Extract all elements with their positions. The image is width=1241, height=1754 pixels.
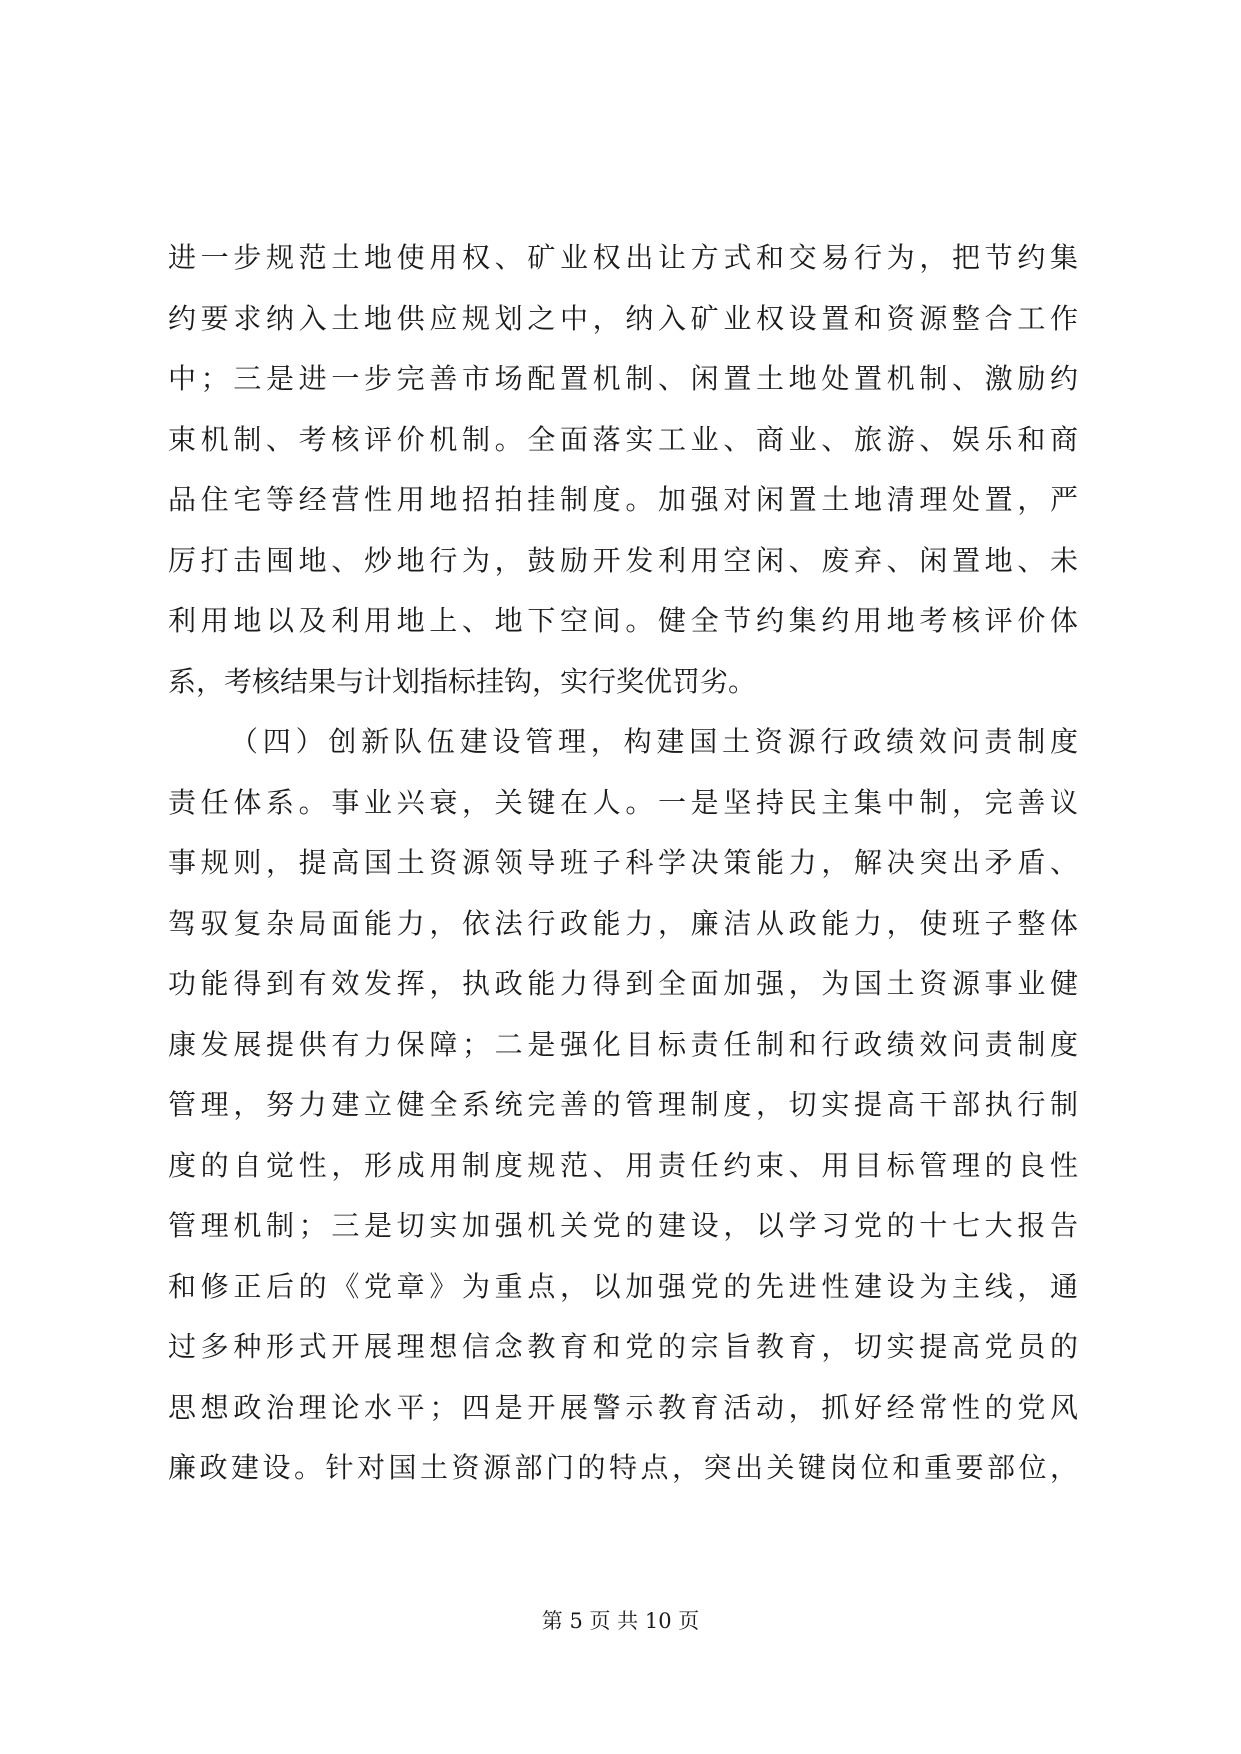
text-line: 廉政建设。针对国土资源部门的特点，突出关键岗位和重要部位， [168,1451,1078,1484]
text-line: 驾驭复杂局面能力，依法行政能力，廉洁从政能力，使班子整体 [168,906,1078,940]
text-line: 进一步规范土地使用权、矿业权出让方式和交易行为，把节约集 [168,241,1078,274]
text-line: 束机制、考核评价机制。全面落实工业、商业、旅游、娱乐和商 [168,422,1078,456]
text-line: 责任体系。事业兴衰，关键在人。一是坚持民主集中制，完善议 [168,785,1078,819]
text-line: 康发展提供有力保障；二是强化目标责任制和行政绩效问责制度 [168,1027,1078,1061]
text-line: 和修正后的《党章》为重点，以加强党的先进性建设为主线，通 [168,1269,1078,1303]
text-line: 过多种形式开展理想信念教育和党的宗旨教育，切实提高党员的 [168,1330,1078,1363]
text-line: 管理机制；三是切实加强机关党的建设，以学习党的十七大报告 [168,1209,1078,1242]
text-line: 中；三是进一步完善市场配置机制、闲置土地处置机制、激励约 [168,362,1078,395]
text-line: 约要求纳入土地供应规划之中，纳入矿业权设置和资源整合工作 [168,301,1078,335]
body-text [168,228,1078,1499]
section-heading-line: （四）创新队伍建设管理，构建国土资源行政绩效问责制度 [230,725,1078,758]
text-line: 品住宅等经营性用地招拍挂制度。加强对闲置土地清理处置，严 [168,483,1078,516]
text-line: 度的自觉性，形成用制度规范、用责任约束、用目标管理的良性 [168,1148,1078,1182]
text-line: 事规则，提高国土资源领导班子科学决策能力，解决突出矛盾、 [168,846,1078,879]
text-line: 管理，努力建立健全系统完善的管理制度，切实提高干部执行制 [168,1088,1078,1121]
text-line: 功能得到有效发挥，执政能力得到全面加强，为国土资源事业健 [168,967,1078,1000]
text-line: 思想政治理论水平；四是开展警示教育活动，抓好经常性的党风 [168,1390,1078,1424]
text-line: 利用地以及利用地上、地下空间。健全节约集约用地考核评价体 [168,604,1078,637]
text-line: 系，考核结果与计划指标挂钩，实行奖优罚劣。 [168,664,757,698]
page-number-footer: 第 5 页 共 10 页 [541,1609,700,1633]
text-line: 厉打击囤地、炒地行为，鼓励开发利用空闲、废弃、闲置地、未 [168,543,1078,577]
